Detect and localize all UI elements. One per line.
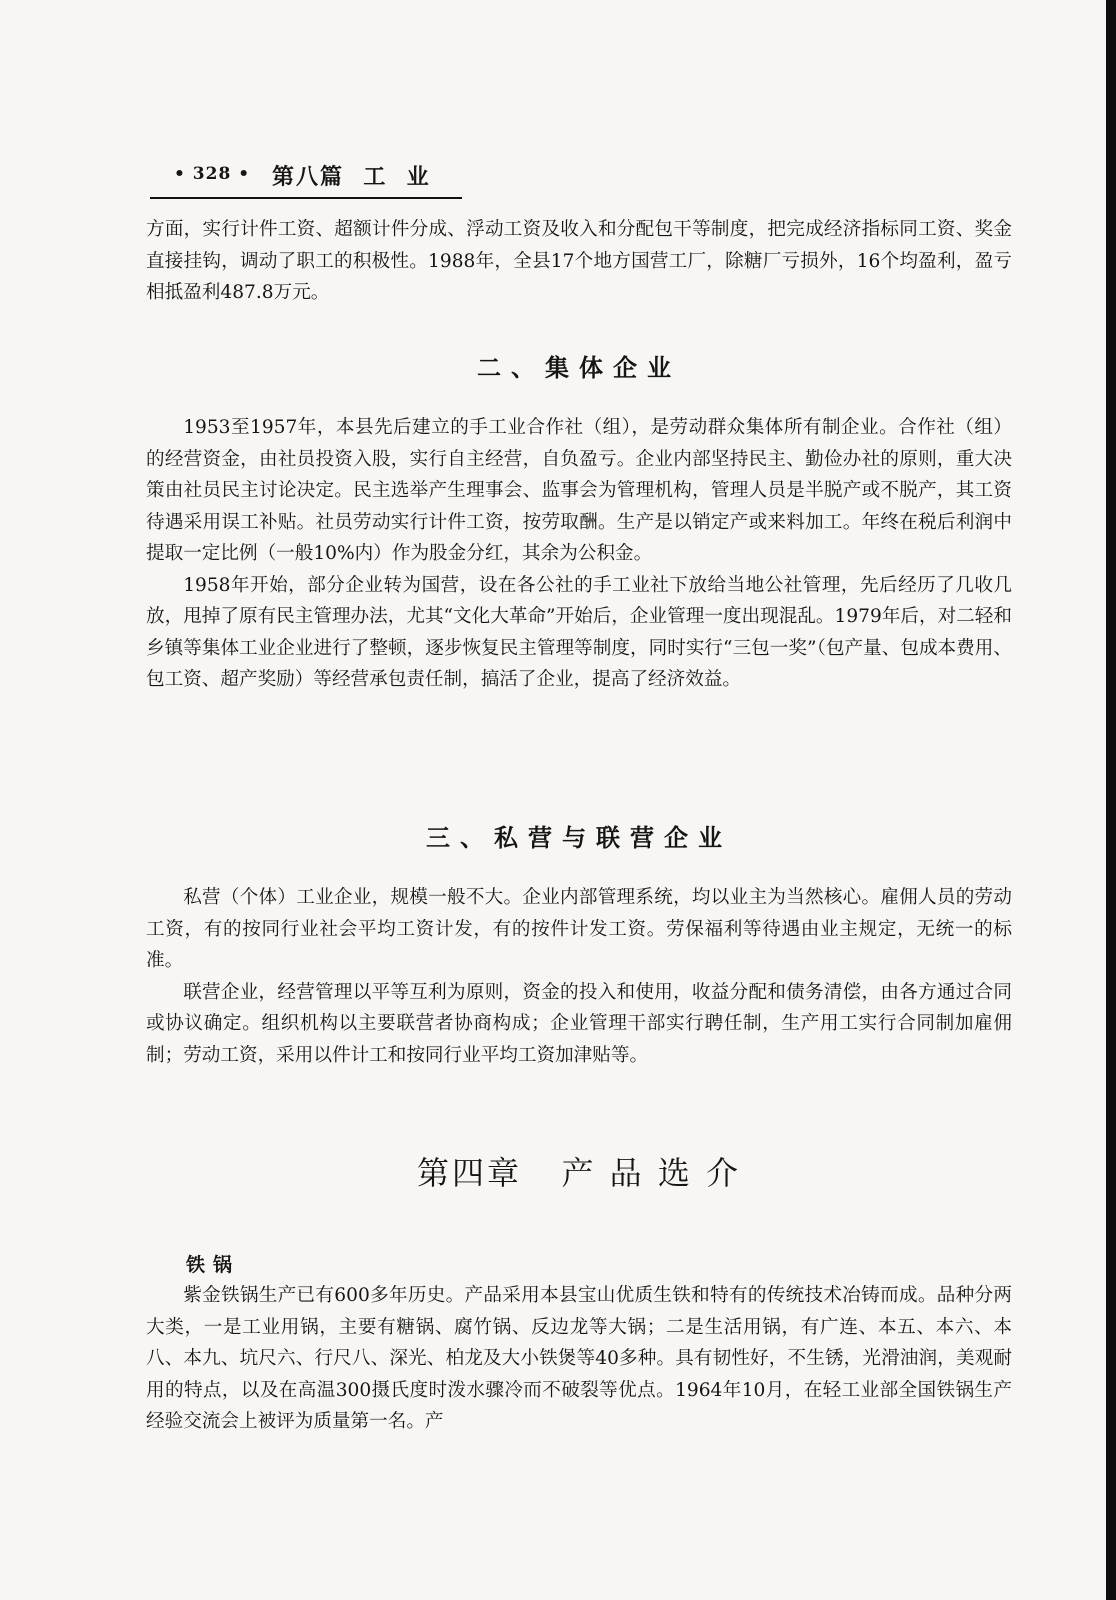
chapter-body [146,1280,1012,1438]
section-collective-body [146,412,1012,696]
page-number: • 328 • [174,164,251,184]
scan-edge [1106,0,1116,1600]
intro-text [146,214,1012,309]
paragraph: 联营企业，经营管理以平等互利为原则，资金的投入和使用，收益分配和债务清偿，由各方通过合同或协议确定。组织机构以主要联营者协商构成；企业管理干部实行聘任制，生产用工实行合同制加雇佣制；劳动工资，采用以件计工和按同行业平均工资加津贴等。 [146,981,1012,1066]
item-title-iron-pot: 铁锅 [186,1254,241,1276]
paragraph: 1953至1957年，本县先后建立的手工业合作社（组），是劳动群众集体所有制企业。合作社（组）的经营资金，由社员投资入股，实行自主经营，自负盈亏。企业内部坚持民主、勤俭办社的原则，重大决策由社员民主讨论决定。民主选举产生理事会、监事会为管理机构，管理人员是半脱产或不脱产，其工资待遇采用误工补贴。社员劳动实行计件工资，按劳取酬。生产是以销定产或来料加工。年终在税后利润中提取一定比例（一般10%内）作为股金分红，其余为公积金。 [146,417,1012,564]
section-private-body [146,882,1012,1071]
chapter-title: 第四章 产 品 选 介 [416,1154,742,1192]
running-header-title: 第八篇 工 业 [272,164,431,190]
running-header [160,160,460,196]
header-rule [150,197,462,199]
paragraph: 紫金铁锅生产已有600多年历史。产品采用本县宝山优质生铁和特有的传统技术冶铸而成。品种分两大类，一是工业用锅，主要有糖锅、腐竹锅、反边龙等大锅；二是生活用锅，有广连、本五、本六、本八、本九、坑尺六、行尺八、深光、柏龙及大小铁煲等40多种。具有韧性好，不生锈，光滑油润，美观耐用的特点，以及在高温300摄氏度时泼水骤冷而不破裂等优点。1964年10月，在轻工业部全国铁锅生产经验交流会上被评为质量第一名。产 [146,1285,1012,1432]
intro-paragraph: 方面，实行计件工资、超额计件分成、浮动工资及收入和分配包干等制度，把完成经济指标同工资、奖金直接挂钩，调动了职工的积极性。1988年，全县17个地方国营工厂，除糖厂亏损外，16个均盈利，盈亏相抵盈利487.8万元。 [146,219,1012,303]
paragraph: 私营（个体）工业企业，规模一般不大。企业内部管理系统，均以业主为当然核心。雇佣人员的劳动工资，有的按同行业社会平均工资计发，有的按件计发工资。劳保福利等待遇由业主规定，无统一的标准。 [146,887,1012,971]
section-heading-collective: 二、集体企业 [477,353,681,382]
paragraph: 1958年开始，部分企业转为国营，设在各公社的手工业社下放给当地公社管理，先后经历了几收几放，甩掉了原有民主管理办法，尤其“文化大革命”开始后，企业管理一度出现混乱。1979年后，对二轻和乡镇等集体工业企业进行了整顿，逐步恢复民主管理等制度，同时实行“三包一奖”（包产量、包成本费用、包工资、超产奖励）等经营承包责任制，搞活了企业，提高了经济效益。 [146,574,1012,690]
section-heading-private-joint: 三、私营与联营企业 [426,823,732,852]
